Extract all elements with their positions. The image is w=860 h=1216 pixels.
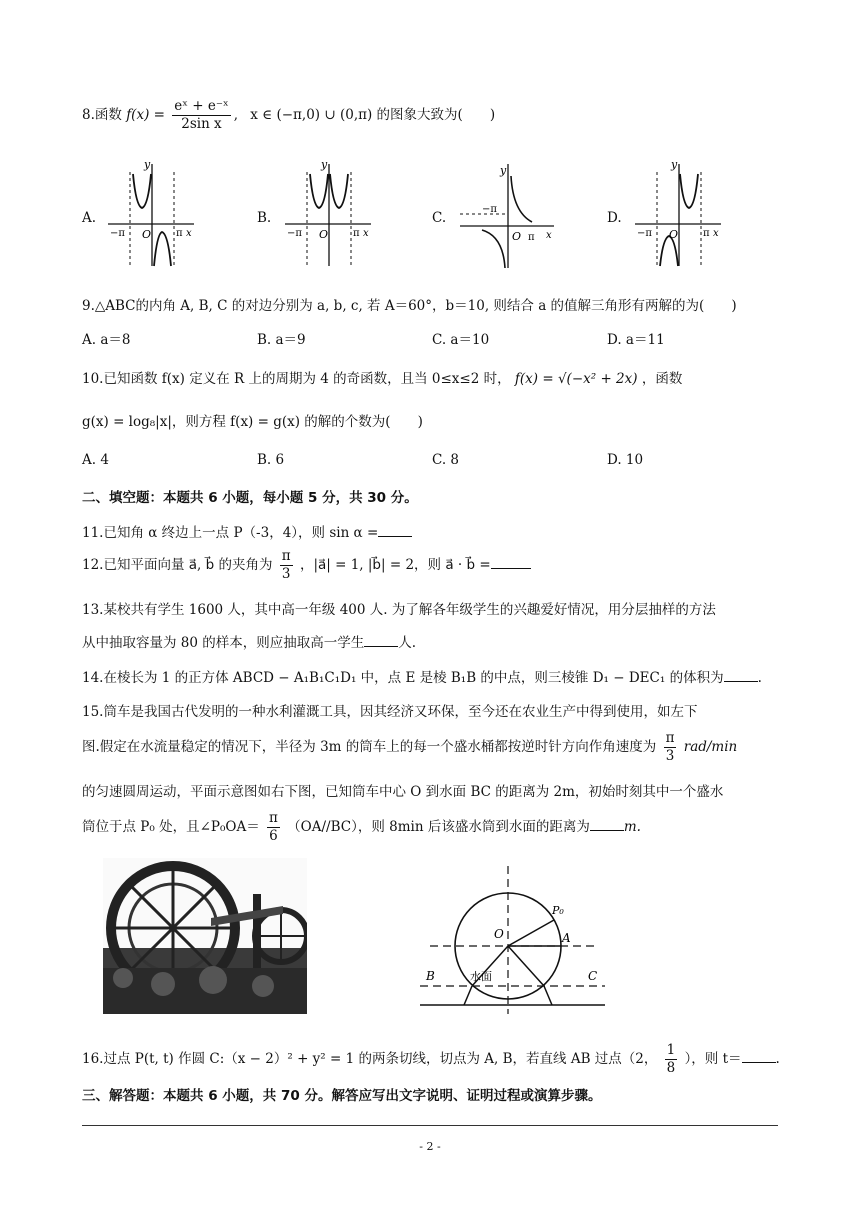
q8-stem-post: 的图象大致为( ) [376, 107, 496, 123]
q12-blank[interactable] [491, 556, 531, 569]
graph-b-pi-label: π [353, 228, 360, 239]
graph-b-o-label: O [319, 228, 329, 241]
q14-pre: 14.在棱长为 1 的正方体 ABCD − A₁B₁C₁D₁ 中，点 E 是棱 B₁B 的中点，则三棱锥 D₁ − DEC₁ 的体积为 [82, 670, 724, 686]
graph-b-y-label: y [321, 158, 328, 171]
q16-post: ），则 t＝ [684, 1051, 742, 1067]
q12-frac-den: 3 [281, 566, 291, 582]
q10-stem-line1 [82, 367, 682, 387]
q16-frac-den: 8 [666, 1060, 676, 1076]
q11-text: 11.已知角 α 终边上一点 P（-3，4），则 sin α = [82, 525, 379, 541]
q13-blank[interactable] [364, 634, 398, 647]
q10-option-c[interactable]: C. 8 [432, 452, 460, 468]
q13-line2-pre: 从中抽取容量为 80 的样本，则应抽取高一学生 [82, 635, 365, 651]
q15-line3: 的匀速圆周运动，平面示意图如右下图，已知筒车中心 O 到水面 BC 的距离为 2m，初始时刻其中一个盛水 [82, 784, 724, 800]
diagram-label-b: B [426, 969, 435, 983]
graph-c-negpi-label: −π [482, 204, 497, 215]
q16 [82, 1042, 780, 1077]
graph-d-x-label: x [713, 228, 719, 239]
q15-frac1-num: π [665, 730, 675, 746]
q15-fraction-1 [664, 730, 677, 765]
q16-pre: 16.过点 P(t, t) 作圆 C:（x − 2）² + y² = 1 的两条切线，切点为 A, B，若直线 AB 过点（2， [82, 1051, 658, 1067]
q9-option-c[interactable]: C. a＝10 [432, 332, 490, 348]
diagram-label-water: 水面 [470, 970, 492, 983]
graph-b-negpi-label: −π [287, 228, 302, 239]
q14-blank[interactable] [724, 669, 758, 682]
q12-frac-num: π [281, 548, 291, 564]
page-number: - 2 - [419, 1140, 441, 1153]
q15-line2-pre: 图.假定在水流量稳定的情况下，半径为 3m 的筒车上的每一个盛水桶都按逆时针方向作角速度为 [82, 739, 657, 755]
graph-a-x-label: x [186, 228, 192, 239]
graph-d-o-label: O [669, 228, 679, 241]
section-3-heading: 三、解答题：本题共 6 小题，共 70 分。解答应写出文字说明、证明过程或演算步骤。 [82, 1088, 602, 1104]
q8-stem-pre: 8.函数 [82, 107, 122, 123]
graph-a-pi-label: π [176, 228, 183, 239]
q15-frac2-den: 6 [269, 828, 278, 844]
graph-c-x-label: x [546, 230, 552, 241]
q15-line4-post: m. [623, 819, 641, 835]
q15-line4 [82, 810, 641, 845]
q10-stem-b: ，函数 [641, 371, 683, 387]
q16-blank[interactable] [742, 1050, 776, 1063]
q9-option-d[interactable]: D. a＝11 [607, 332, 665, 348]
q8-stem: 8.函数 f(x) = $\frac{\text{eˣ + e⁻ˣ}}{\text{2sin x}}$ , x ∈ (−π,0) ∪ (0,π) 的图象大致为( ) [82, 98, 496, 132]
q14 [82, 666, 762, 686]
q14-post: . [757, 670, 762, 686]
q15-fraction-2 [267, 810, 280, 845]
graph-d-y-label: y [671, 158, 678, 171]
q13-line1: 13.某校共有学生 1600 人，其中高一年级 400 人. 为了解各年级学生的兴趣爱好情况，用分层抽样的方法 [82, 602, 716, 618]
q12-mid: ，|a⃗| = 1, |b⃗| = 2，则 a⃗ · b⃗ = [299, 557, 491, 573]
graph-a-icon [106, 158, 198, 270]
q15-line4-mid: （OA//BC），则 8min 后该盛水筒到水面的距离为 [287, 819, 590, 835]
q15-frac1-den: 3 [665, 748, 675, 764]
diagram-label-c: C [588, 969, 598, 983]
q16-end: . [775, 1051, 780, 1067]
q15-line1: 15.筒车是我国古代发明的一种水利灌溉工具，因其经济又环保，至今还在农业生产中得到使用，如左下 [82, 704, 698, 720]
q10-option-b[interactable]: B. 6 [257, 452, 285, 468]
waterwheel-photo [103, 858, 307, 1014]
q11 [82, 521, 412, 541]
q8-option-a-label[interactable]: A. [82, 210, 97, 226]
q15-line2 [82, 730, 737, 765]
graph-a-negpi-label: −π [110, 228, 125, 239]
graph-c-o-label: O [512, 230, 522, 243]
graph-c-icon [458, 158, 558, 270]
q13-line2-post: 人. [398, 635, 417, 651]
q8-frac-num: eˣ + e⁻ˣ [174, 98, 229, 114]
q13-line2 [82, 631, 416, 651]
q11-blank[interactable] [378, 524, 412, 537]
q9-option-b[interactable]: B. a＝9 [257, 332, 306, 348]
q15-frac2-num: π [269, 810, 278, 826]
diagram-label-o: O [494, 927, 504, 941]
q8-func-lhs: f(x) = [126, 107, 165, 123]
graph-a-y-label: y [144, 158, 151, 171]
q12-fraction [280, 548, 293, 583]
q8-frac-den: 2sin x [181, 116, 222, 132]
graph-b-icon [283, 158, 375, 270]
q10-option-d[interactable]: D. 10 [607, 452, 644, 468]
q10-option-a[interactable]: A. 4 [82, 452, 109, 468]
q12-pre: 12.已知平面向量 a⃗, b⃗ 的夹角为 [82, 557, 273, 573]
q10-stem-c: g(x) = log₈|x|，则方程 f(x) = g(x) 的解的个数为( ) [82, 414, 423, 430]
q15-blank[interactable] [590, 818, 624, 831]
q10-stem-a: 10.已知函数 f(x) 定义在 R 上的周期为 4 的奇函数，且当 0≤x≤2 时， [82, 371, 511, 387]
q16-frac-num: 1 [666, 1042, 676, 1058]
footer-rule [82, 1125, 778, 1126]
q8-option-d-label[interactable]: D. [607, 210, 622, 226]
graph-d-icon [633, 158, 725, 270]
graph-a-o-label: O [142, 228, 152, 241]
q9-stem: 9.△ABC的内角 A, B, C 的对边分别为 a, b, c, 若 A＝60°，b＝10, 则结合 a 的值解三角形有两解的为( ) [82, 298, 737, 314]
q8-option-b-label[interactable]: B. [257, 210, 272, 226]
graph-b-x-label: x [363, 228, 369, 239]
q12 [82, 548, 531, 583]
section-2-heading: 二、填空题：本题共 6 小题，每小题 5 分，共 30 分。 [82, 490, 418, 506]
q15-line4-pre: 筒位于点 P₀ 处，且∠P₀OA＝ [82, 819, 260, 835]
q8-option-c-label[interactable]: C. [432, 210, 447, 226]
diagram-label-p0: P₀ [552, 904, 564, 917]
graph-d-negpi-label: −π [637, 228, 652, 239]
graph-d-pi-label: π [703, 228, 710, 239]
q8-fraction [172, 98, 230, 133]
diagram-label-a: A [562, 931, 571, 945]
waterwheel-diagram [420, 866, 610, 1016]
q15-line2-post: rad/min [683, 739, 738, 755]
graph-c-pi-label: π [528, 232, 535, 243]
graph-c-y-label: y [500, 164, 507, 177]
q8-domain: x ∈ (−π,0) ∪ (0,π) [250, 107, 373, 123]
q9-option-a[interactable]: A. a＝8 [82, 332, 131, 348]
q10-func: f(x) = √(−x² + 2x) [514, 371, 638, 387]
q16-fraction [665, 1042, 678, 1077]
